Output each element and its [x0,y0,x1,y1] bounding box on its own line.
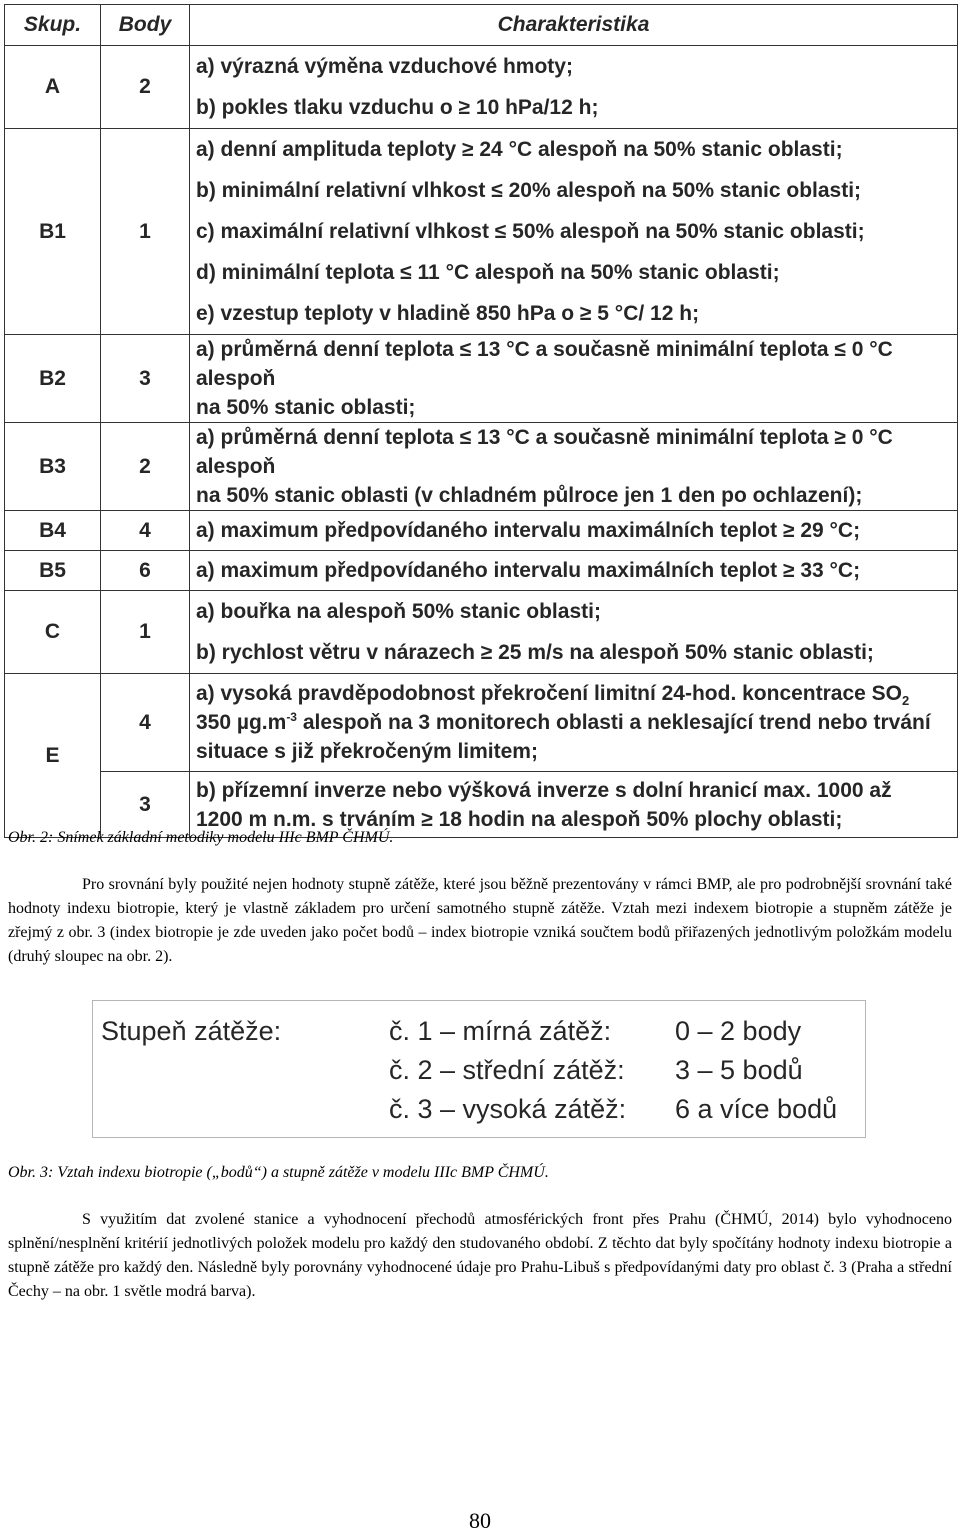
criterion-line: na 50% stanic oblasti (v chladném půlroce jen 1 den po ochlazení); [196,484,863,507]
criterion-line: a) výrazná výměna vzduchové hmoty; [196,55,573,78]
stress-points: 3 – 5 bodů [675,1055,803,1085]
header-characteristics: Charakteristika [190,5,958,46]
criterion-line: 1200 m n.m. s trváním ≥ 18 hodin na alespoň 50% plochy oblasti; [196,807,843,831]
stress-degree: č. 3 – vysoká zátěž: [389,1094,627,1124]
characteristics-cell [190,129,958,335]
group-cell: B2 [5,335,101,423]
characteristics-cell [190,46,958,129]
criterion-line: d) minimální teplota ≤ 11 °C alespoň na 50% stanic oblasti; [196,261,780,284]
paragraph-1: Pro srovnání byly použité nejen hodnoty stupně zátěže, které jsou běžně prezentovány v rámci BMP, ale pro podrobnější srovnání také hodnoty indexu biotropie, který je vlastně základem pro určení samotného stupně zátěže. Vztah mezi indexem biotropie a stupněm zátěže je zřejmý z obr. 3 (index biotropie je zde uveden jako počet bodů – index biotropie vzniká součtem bodů přiřazených jednotlivým položkám modelu (druhý sloupec na obr. 2). [8,876,952,965]
table-row [5,335,958,423]
stress-degree: č. 2 – střední zátěž: [389,1055,625,1085]
criterion-line: b) rychlost větru v nárazech ≥ 25 m/s na alespoň 50% stanic oblasti; [196,641,874,664]
figure-2-caption: Obr. 2: Snímek základní metodiky modelu IIIc BMP ČHMÚ. [8,829,394,846]
criterion-line: b) pokles tlaku vzduchu o ≥ 10 hPa/12 h; [196,96,599,119]
points-cell: 2 [101,46,190,129]
stress-degree: č. 1 – mírná zátěž: [389,1016,612,1046]
points-cell: 6 [101,551,190,591]
criterion-line: b) přízemní inverze nebo výšková inverze s dolní hranicí max. 1000 až [196,778,892,802]
table-row [5,46,958,129]
characteristics-cell [190,511,958,551]
characteristics-cell [190,551,958,591]
criterion-line: situace s již překročeným limitem; [196,740,538,763]
criterion-line: 350 $\mu g.m^{-3}$ alespoň na 3 monitorech oblasti a neklesající trend nebo trvání [196,710,931,734]
points-cell: 3 [101,335,190,423]
points-cell: 1 [101,591,190,674]
page-number: 80 [469,1508,491,1533]
characteristics-cell [190,591,958,674]
criterion-line: a) průměrná denní teplota ≤ 13 °C a současně minimální teplota ≤ 0 °C alespoň [196,338,893,390]
table-row [5,423,958,511]
criterion-line: a) maximum předpovídaného intervalu maximálních teplot ≥ 33 °C; [196,559,861,582]
group-cell: C [5,591,101,674]
criterion-line: na 50% stanic oblasti; [196,396,416,419]
paragraph-2: S využitím dat zvolené stanice a vyhodnocení přechodů atmosférických front přes Prahu (ČHMÚ, 2014) bylo vyhodnoceno splnění/nesplnění kritérií jednotlivých položek modelu pro každý den studovaného období. Z těchto dat byly spočítány hodnoty indexu biotropie a stupně zátěže pro každý den. Následně byly porovnány vyhodnocené údaje pro Prahu-Libuš s předpovídanými daty pro oblast č. 3 (Praha a střední Čechy – na obr. 1 světle modrá barva). [8,1211,952,1300]
criterion-line: b) minimální relativní vlhkost ≤ 20% alespoň na 50% stanic oblasti; [196,179,862,202]
stress-points: 6 a více bodů [675,1094,838,1124]
points-cell: 2 [101,423,190,511]
criterion-line: a) vysoká pravděpodobnost překročení limitní 24-hod. koncentrace $SO_2$ [196,682,910,709]
group-cell: B5 [5,551,101,591]
table-row [5,591,958,674]
table-row [5,551,958,591]
header-group: Skup. [5,5,101,46]
points-cell: 3 [101,772,190,838]
stress-degree-figure [92,1000,866,1138]
characteristics-cell [190,674,958,772]
characteristics-cell [190,423,958,511]
table-header-row [5,5,958,46]
table-row [5,674,958,772]
criterion-line: e) vzestup teploty v hladině 850 hPa o ≥ 5 °C/ 12 h; [196,302,700,325]
table-row [5,129,958,335]
criterion-line: a) maximum předpovídaného intervalu maximálních teplot ≥ 29 °C; [196,519,861,542]
points-cell: 1 [101,129,190,335]
points-cell: 4 [101,674,190,772]
header-points: Body [101,5,190,46]
criterion-line: a) průměrná denní teplota ≤ 13 °C a současně minimální teplota ≥ 0 °C alespoň [196,426,893,478]
stress-label: Stupeň zátěže: [101,1016,282,1046]
criterion-line: a) bouřka na alespoň 50% stanic oblasti; [196,600,601,623]
criterion-line: c) maximální relativní vlhkost ≤ 50% alespoň na 50% stanic oblasti; [196,220,865,243]
stress-points: 0 – 2 body [675,1016,802,1046]
group-cell: B4 [5,511,101,551]
figure-3-caption: Obr. 3: Vztah indexu biotropie („bodů“) a stupně zátěže v modelu IIIc BMP ČHMÚ. [8,1164,549,1181]
group-cell: E [5,674,101,838]
table-row [5,511,958,551]
group-cell: B3 [5,423,101,511]
group-cell: B1 [5,129,101,335]
characteristics-cell [190,335,958,423]
criterion-line: a) denní amplituda teploty ≥ 24 °C alespoň na 50% stanic oblasti; [196,138,843,161]
points-cell: 4 [101,511,190,551]
group-cell: A [5,46,101,129]
methodology-table [4,4,958,838]
methodology-table-figure [4,4,958,831]
